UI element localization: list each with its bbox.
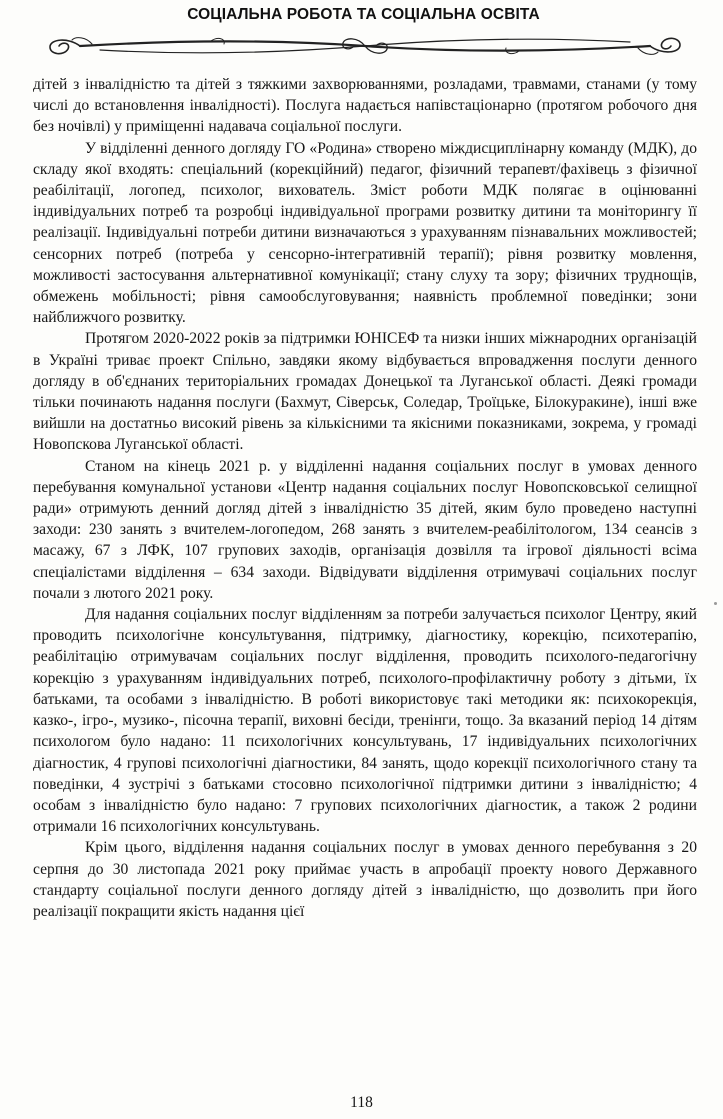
- paragraph: Станом на кінець 2021 р. у відділенні надання соціальних послуг в умовах денного перебування комунальної установи «Центр надання соціальних послуг Новопсковської селищної ради» отримують денний догляд дітей з інвалідністю 35 дітей, яким було проведено наступні заходи: 230 занять з вчителем-логопедом, 268 занять з вчителем-реабілітологом, 134 сеансів з масажу, 67 з ЛФК, 107 групових заходів, організація дозвілля та ігрової діяльності всіма спеціалістами відділення – 634 заходи. Відвідувати відділення отримувачі соціальних послуг почали з лютого 2021 року.: [33, 457, 697, 602]
- decorative-scroll-ornament-icon: [40, 31, 690, 61]
- paragraph: У відділенні денного догляду ГО «Родина» створено міждисциплінарну команду (МДК), до складу якої входять: спеціальний (корекційний) педагог, фізичний терапевт/фахівець з фізичної реабілітації, логопед, психолог, вихователь. Зміст роботи МДК полягає в оцінюванні індивідуальних потреб та розробці індивідуальної програми розвитку дитини та моніторингу її реалізації. Індивідуальні потреби дитини визначаються з урахуванням пізнавальних можливостей; сенсорних потреб (потреба у сенсорно-інтегративній терапії); рівня розвитку мовлення, можливості застосування альтернативної комунікації; стану слуху та зору; фізичних труднощів, обмежень мобільності; рівня самообслуговування; наявність проблемної поведінки; зони найближчого розвитку.: [33, 139, 697, 327]
- running-header: [0, 6, 723, 24]
- paragraph: Для надання соціальних послуг відділенням за потреби залучається психолог Центру, який проводить психологічне консультування, підтримку, діагностику, корекцію, психотерапію, реабілітацію отримувачам соціальних послуг відділення, проводить психолого-педагогічну корекцію з урахуванням індивідуальних потреб, психолого-профілактичну роботу з дітьми, їх батьками, та особами з інвалідністю. В роботі використовує такі методики як: психокорекція, казко-, ігро-, музико-, пісочна терапії, виховні бесіди, тренінги, тощо. За вказаний період 14 дітям психологом було надано: 11 психологічних консультувань, 17 індивідуальних психологічних діагностик, 4 групові психологічні діагностики, 84 занять, щодо корекції психологічного стану та поведінки, 4 зустрічі з батьками стосовно психологічної підтримки дитини з інвалідністю; 4 особам з інвалідністю було надано: 7 групових психологічних діагностик, а також 2 родини отримали 16 психологічних консультувань.: [33, 606, 697, 836]
- page-number: 118: [350, 1094, 373, 1111]
- article-body: [33, 74, 697, 922]
- paragraph: Крім цього, відділення надання соціальних послуг в умовах денного перебування з 20 серпня до 30 листопада 2021 року приймає участь в апробації проекту нового Державного стандарту соціальної послуги денного догляду дітей з інвалідністю, що дозволить при його реалізації покращити якість надання цієї: [33, 839, 697, 920]
- paragraph-continued: дітей з інвалідністю та дітей з тяжкими захворюваннями, розладами, травмами, станами (у тому числі до встановлення інвалідності). Послуга надається напівстаціонарно (протягом робочого дня без ночівлі) у приміщенні надавача соціальної послуги.: [33, 76, 697, 136]
- paragraph: Протягом 2020-2022 років за підтримки ЮНІСЕФ та низки інших міжнародних організацій в Україні триває проект Спільно, завдяки якому відбувається впровадження послуги денного догляду в об'єднаних територіальних громадах Донецької та Луганської області. Деякі громади тільки починають надання послуги (Бахмут, Сіверськ, Соледар, Троїцьке, Білокуракине), інші вже вийшли на достатньо високий рівень за кількісними та якісними показниками, зокрема, у громаді Новопскова Луганської області.: [33, 330, 697, 454]
- scan-speck: [714, 602, 717, 605]
- journal-title: СОЦІАЛЬНА РОБОТА ТА СОЦІАЛЬНА ОСВІТА: [187, 6, 540, 23]
